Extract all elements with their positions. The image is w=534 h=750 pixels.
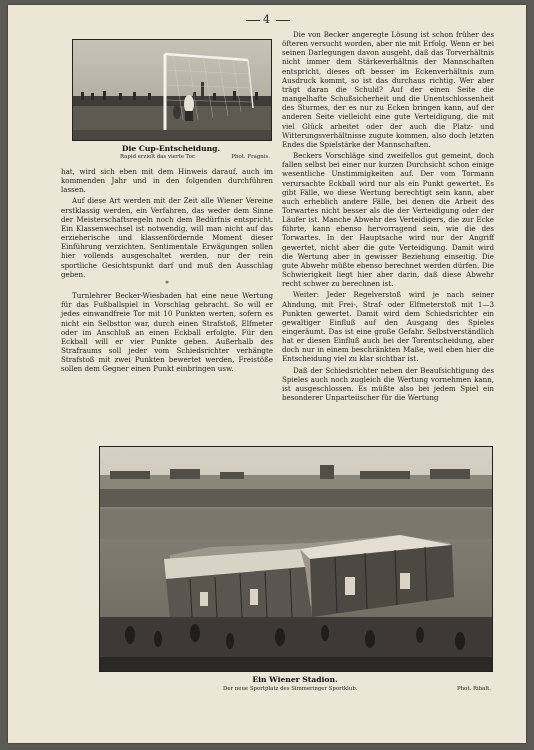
left-paragraph-2: Auf diese Art werden mit der Zeit alle Wiener Vereine erstklassig werden, ein Verfahren, das weder dem Sinne der Meisterschaftsregeln noch dem Bedürfnis entspricht. Ein Klassenwechsel ist notwendig, will man nicht auf das erzieherische und klassenfördernde Moment dieser Einführung verzichten. Sentimentale Erwägungen sollen hier vollends ausgeschaltet werden, nur der rein sportliche Gesichtspunkt darf und muß den Ausschlag geben. — [61, 196, 273, 279]
page — [8, 5, 526, 743]
left-column — [61, 167, 273, 373]
right-column — [282, 30, 494, 402]
photo-stadium-credit: Phot. Ribalt. — [457, 686, 491, 692]
photo-cup-final-image — [73, 40, 271, 140]
right-paragraph-3: Weiter: Jeder Regelverstoß wird je nach seiner Ahndung, mit Frei-, Straf- oder Elfmeterstoß mit 1—3 Punkten gewertet. Damit wird dem Schiedsrichter ein gewaltiger Einfluß auf den Ausgang des Spieles eingeräumt. Das ist eine große Gefahr. Selbstverständlich hat er diesen Einfluß auch bei der Torentscheidung, aber doch nur in einem beschränkten Maße, weil eben hier die Entscheidung viel zu klar sichtbar ist. — [282, 290, 494, 364]
right-paragraph-1: Die von Becker angeregte Lösung ist schon früher des öfteren versucht worden, aber nie mit Erfolg. Wenn er bei seinen Darlegungen davon ausgeht, daß das Torverhältnis nicht immer dem Stärkeverhältnis der Mannschaften entspricht, dieses oft besser im Eckenverhältnis zum Ausdruck kommt, so ist das durchaus richtig. Wer aber trägt daran die Schuld? Auf der einen Seite die mangelhafte Schußsicherheit und die Unentschlossenheit des Sturmes, der es nur zu Ecken bringen kann, auf der anderen Seite vielleicht eine gute Verteidigung, die mit viel Glück arbeitet oder der auch die Platz- und Witterungsverhältnisse zugute kommen, also doch letzten Endes die Spielstärke der Mannschaften. — [282, 30, 494, 149]
photo-stadium-image — [100, 447, 492, 671]
photo-stadium-title: Ein Wiener Stadion. — [252, 675, 338, 684]
photo-stadium — [99, 446, 493, 672]
photo-cup-final — [72, 39, 272, 141]
photo-stadium-subtitle: Der neue Sportplatz des Simmeringer Sportklub. — [223, 686, 358, 692]
page-number: 4 — [263, 13, 271, 26]
photo-cup-final-credit: Phot. Fragnis. — [231, 154, 270, 160]
photo-cup-final-subtitle: Rapid erzielt das vierte Tor. — [120, 154, 196, 160]
right-paragraph-4: Daß der Schiedsrichter neben der Beaufsichtigung des Spieles auch noch zugleich die Wertung vornehmen kann, ist ausgeschlossen. Es müßte also bei jedem Spiel ein besonderer Unparteiischer für die Wertung — [282, 365, 494, 403]
header-rule-right — [276, 20, 290, 21]
right-paragraph-2: Beckers Vorschläge sind zweifellos gut gemeint, doch fallen selbst bei einer nur kurzen Durchsicht schon einige wesentliche Unstimmigkeiten auf. Der vom Tormann verursachte Eckball wird nur als ein Punkt gewertet. Es gibt Fälle, wo diese Wertung berechtigt sein kann, aber auch erheblich andere Fälle, bei denen die Arbeit des Torwartes nicht besser als die der Verteidigung oder der Läufer ist. Manche Abwehr des Verteidigers, die zur Ecke führte, kann ebenso hervorragend sein, wie die des Torwartes. In der Hauptsache wird nur der Angriff gewertet, nicht aber die gute Verteidigung. Damit wird die Wertung aber in gewisser Beziehung einseitig. Die gute Abwehr müßte ebenso berechnet werden dürfen. Die Schwierigkeit liegt hier aber darin, daß diese Abwehr recht schwer zu berechnen ist. — [282, 151, 494, 289]
photo-cup-final-title: Die Cup-Entscheidung. — [121, 144, 221, 153]
left-paragraph-3: Turnlehrer Becker-Wiesbaden hat eine neue Wertung für das Fußballspiel in Vorschlag gebracht. So will er jedes einwandfreie Tor mit 10 Punkten werten, sofern es nicht ein Selbsttor war, durch einen Strafstoß, Elfmeter oder im Anschluß an einen Eckball erfolgte. Für den Eckball will er vier Punkte geben. Außerhalb des Strafraums soll jeder vom Schiedsrichter verhängte Strafstoß mit zwei Punkten bewertet werden, Freistöße sollen dem Gegner einen Punkt einbringen usw. — [61, 291, 273, 374]
left-paragraph-1: hat, wird sich eben mit dem Hinweis darauf, auch im kommenden Jahr und in den folgenden durchführen lassen. — [61, 167, 273, 195]
section-separator: * — [165, 279, 169, 288]
